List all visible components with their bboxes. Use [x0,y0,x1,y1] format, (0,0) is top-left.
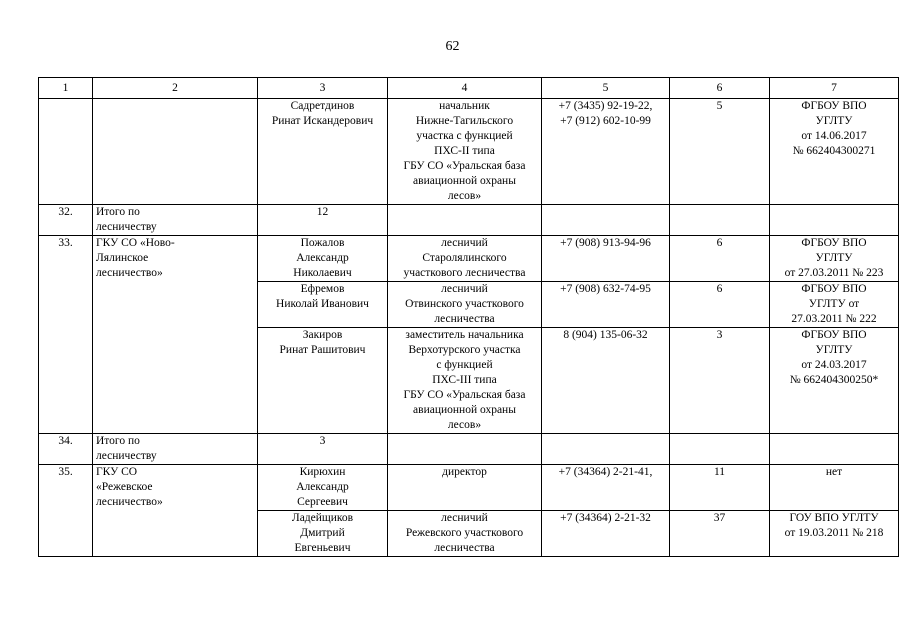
table-row [39,99,899,205]
position-cell [388,236,542,282]
person-name-cell [258,99,388,205]
text-line: участкового лесничества [403,267,526,279]
text-line: +7 (3435) 92-19-22, [558,100,653,112]
total-count-cell: 3 [258,434,388,465]
phone-cell: +7 (908) 632-74-95 [542,282,670,328]
text-line: лесничество» [96,267,163,279]
text-line: Александр [296,252,349,264]
position-cell [388,328,542,434]
text-line: Садретдинов [290,100,355,112]
table-row [39,205,899,236]
text-line: ФГБОУ ВПО [801,283,867,295]
row-number-cell: 32. [39,205,93,236]
position-cell [388,205,542,236]
text-line: участка с функцией [416,130,513,142]
text-line: лесничества [434,542,495,554]
text-line: от 19.03.2011 № 218 [784,527,884,539]
text-line: Итого по [96,435,140,447]
header-cell: 4 [388,78,542,99]
text-line: от 14.06.2017 [801,130,867,142]
text-line: Отвинского участкового [405,298,524,310]
person-name-cell [258,465,388,511]
text-line: 27.03.2011 № 222 [791,313,877,325]
education-cell [770,511,899,557]
position-cell [388,99,542,205]
education-cell [770,282,899,328]
text-line: № 662404300250* [789,374,879,386]
text-line: ФГБОУ ВПО [801,237,867,249]
text-line: авиационной охраны [413,404,516,416]
text-line: УГЛТУ [815,115,853,127]
text-line: УГЛТУ от [808,298,860,310]
text-line: Ринат Искандерович [271,115,374,127]
text-line: лесничество» [96,496,163,508]
text-line: с функцией [436,359,493,371]
education-cell [770,236,899,282]
education-cell: нет [770,465,899,511]
text-line: заместитель начальника [405,329,524,341]
text-line: ПХС-III типа [432,374,497,386]
text-line: +7 (912) 602-10-99 [560,115,651,127]
education-cell [770,205,899,236]
count-cell: 6 [670,282,770,328]
text-line: Ефремов [300,283,345,295]
text-line: лесничеству [96,450,157,462]
table-row [39,465,899,511]
text-line: ФГБОУ ВПО [801,329,867,341]
text-line: Нижне-Тагильского [415,115,514,127]
phone-cell: 8 (904) 135-06-32 [542,328,670,434]
text-line: Лялинское [96,252,149,264]
phone-cell: +7 (34364) 2-21-41, [542,465,670,511]
position-cell [388,434,542,465]
phone-cell: +7 (34364) 2-21-32 [542,511,670,557]
forestry-cell [93,205,258,236]
table-row [39,236,899,282]
position-cell [388,282,542,328]
text-line: Закиров [302,329,343,341]
text-line: Дмитрий [300,527,345,539]
text-line: лесов» [447,190,482,202]
text-line: ГКУ СО [96,466,138,478]
text-line: Итого по [96,206,140,218]
position-cell: директор [388,465,542,511]
text-line: Евгеньевич [294,542,351,554]
text-line: УГЛТУ [815,252,853,264]
text-line: от 27.03.2011 № 223 [784,267,884,279]
table-row [39,434,899,465]
text-line: Пожалов [300,237,345,249]
row-number-cell: 35. [39,465,93,557]
education-cell [770,434,899,465]
text-line: лесничий [441,283,488,295]
text-line: лесничий [441,512,488,524]
header-cell: 5 [542,78,670,99]
text-line: Сергеевич [297,496,348,508]
text-line: лесничий [441,237,488,249]
text-line: Верхотурского участка [408,344,521,356]
row-number-cell: 33. [39,236,93,434]
header-cell: 1 [39,78,93,99]
table-header-row [39,78,899,99]
text-line: УГЛТУ [815,344,853,356]
text-line: ГБУ СО «Уральская база [403,389,526,401]
count-cell: 11 [670,465,770,511]
text-line: ГКУ СО «Ново- [96,237,175,249]
education-cell [770,328,899,434]
education-cell [770,99,899,205]
count-cell: 3 [670,328,770,434]
header-cell: 2 [93,78,258,99]
person-name-cell [258,236,388,282]
row-number-cell: 34. [39,434,93,465]
text-line: Ринат Рашитович [279,344,366,356]
phone-cell [542,99,670,205]
header-cell: 3 [258,78,388,99]
text-line: лесничества [434,313,495,325]
text-line: ПХС-II типа [434,145,495,157]
text-line: Ладейщиков [291,512,354,524]
phone-cell: +7 (908) 913-94-96 [542,236,670,282]
count-cell [670,434,770,465]
text-line: № 662404300271 [792,145,876,157]
text-line: лесничеству [96,221,157,233]
text-line: Кирюхин [299,466,346,478]
text-line: от 24.03.2017 [801,359,867,371]
forestry-cell [93,236,258,434]
header-cell: 6 [670,78,770,99]
text-line: ГБУ СО «Уральская база [403,160,526,172]
staff-table [38,77,899,557]
phone-cell [542,434,670,465]
text-line: Александр [296,481,349,493]
page-number: 62 [445,39,460,54]
text-line: «Режевское [96,481,153,493]
text-line: Николаевич [293,267,352,279]
forestry-cell [93,465,258,557]
text-line: Николай Иванович [276,298,369,310]
text-line: ГОУ ВПО УГЛТУ [789,512,879,524]
forestry-cell [93,434,258,465]
total-count-cell: 12 [258,205,388,236]
text-line: Режевского участкового [405,527,524,539]
text-line: лесов» [447,419,482,431]
count-cell [670,205,770,236]
person-name-cell [258,282,388,328]
forestry-cell [93,99,258,205]
phone-cell [542,205,670,236]
count-cell: 37 [670,511,770,557]
row-number-cell [39,99,93,205]
text-line: Старолялинского [422,252,507,264]
text-line: ФГБОУ ВПО [801,100,867,112]
text-line: начальник [439,100,490,112]
text-line: авиационной охраны [413,175,516,187]
count-cell: 6 [670,236,770,282]
header-cell: 7 [770,78,899,99]
count-cell: 5 [670,99,770,205]
position-cell [388,511,542,557]
person-name-cell [258,511,388,557]
person-name-cell [258,328,388,434]
